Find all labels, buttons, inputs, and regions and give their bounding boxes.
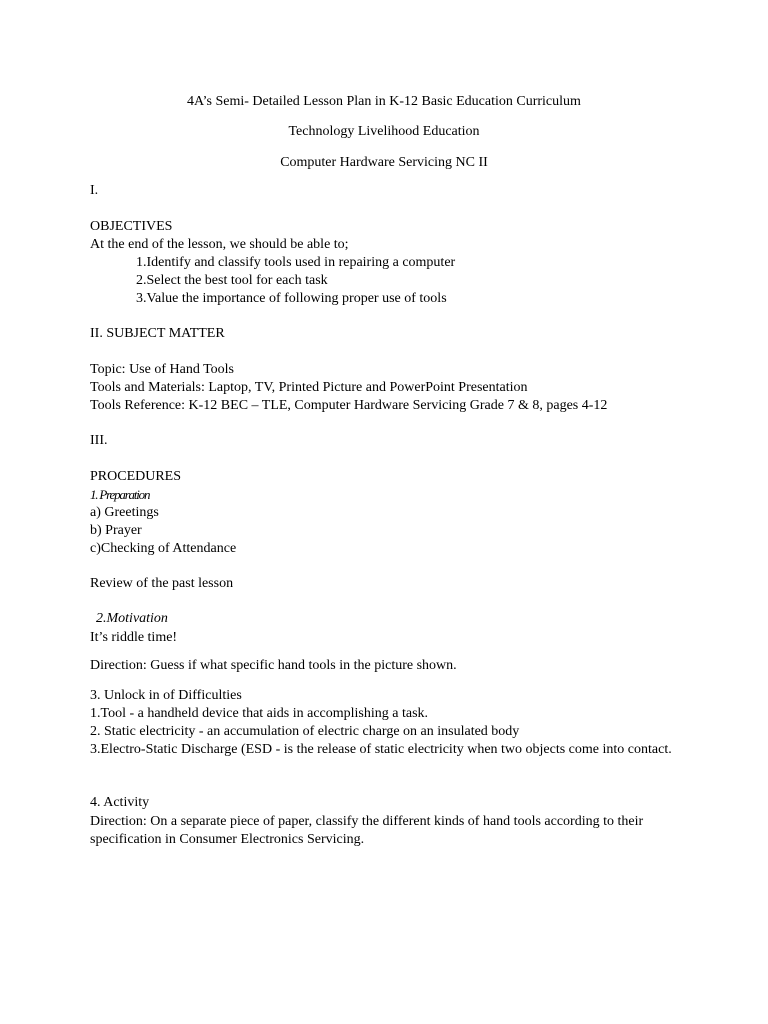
unlocking-label: 3. Unlock in of Difficulties bbox=[90, 688, 242, 703]
review-line: Review of the past lesson bbox=[90, 576, 234, 591]
objective-item: 2.Select the best tool for each task bbox=[136, 273, 328, 288]
activity-direction: Direction: On a separate piece of paper, classify the different kinds of hand tools according to their specification in Consumer Electronics Servicing. bbox=[90, 814, 644, 847]
subject-title: Technology Livelihood Education bbox=[288, 124, 480, 139]
motivation-label: 2.Motivation bbox=[96, 611, 168, 626]
topic-line: Topic: Use of Hand Tools bbox=[90, 362, 234, 377]
procedures-numeral: III. bbox=[90, 433, 108, 448]
objectives-intro: At the end of the lesson, we should be able to; bbox=[90, 237, 349, 252]
procedures-heading: PROCEDURES bbox=[90, 469, 182, 484]
preparation-item: a) Greetings bbox=[90, 505, 159, 520]
materials-line: Tools and Materials: Laptop, TV, Printed Picture and PowerPoint Presentation bbox=[90, 380, 528, 395]
reference-line: Tools Reference: K-12 BEC – TLE, Computer Hardware Servicing Grade 7 & 8, pages 4-12 bbox=[90, 398, 608, 413]
objective-item: 1.Identify and classify tools used in repairing a computer bbox=[136, 255, 456, 270]
objectives-heading: OBJECTIVES bbox=[90, 219, 173, 234]
course-title: Computer Hardware Servicing NC II bbox=[280, 155, 488, 170]
unlocking-item: 3.Electro-Static Discharge (ESD - is the release of static electricity when two objects come into contact. bbox=[90, 742, 672, 757]
objective-item: 3.Value the importance of following proper use of tools bbox=[136, 291, 447, 306]
unlocking-item: 2. Static electricity - an accumulation of electric charge on an insulated body bbox=[90, 724, 520, 739]
subject-matter-heading: II. SUBJECT MATTER bbox=[90, 326, 225, 341]
preparation-item: c)Checking of Attendance bbox=[90, 541, 237, 556]
objectives-numeral: I. bbox=[90, 183, 99, 198]
unlocking-item: 1.Tool - a handheld device that aids in accomplishing a task. bbox=[90, 706, 429, 721]
motivation-direction: Direction: Guess if what specific hand tools in the picture shown. bbox=[90, 658, 457, 673]
activity-label: 4. Activity bbox=[90, 795, 150, 810]
preparation-item: b) Prayer bbox=[90, 523, 142, 538]
preparation-label: 1. Preparation bbox=[90, 487, 150, 502]
document-title: 4A’s Semi- Detailed Lesson Plan in K-12 Basic Education Curriculum bbox=[187, 94, 581, 109]
motivation-text: It’s riddle time! bbox=[90, 630, 178, 645]
